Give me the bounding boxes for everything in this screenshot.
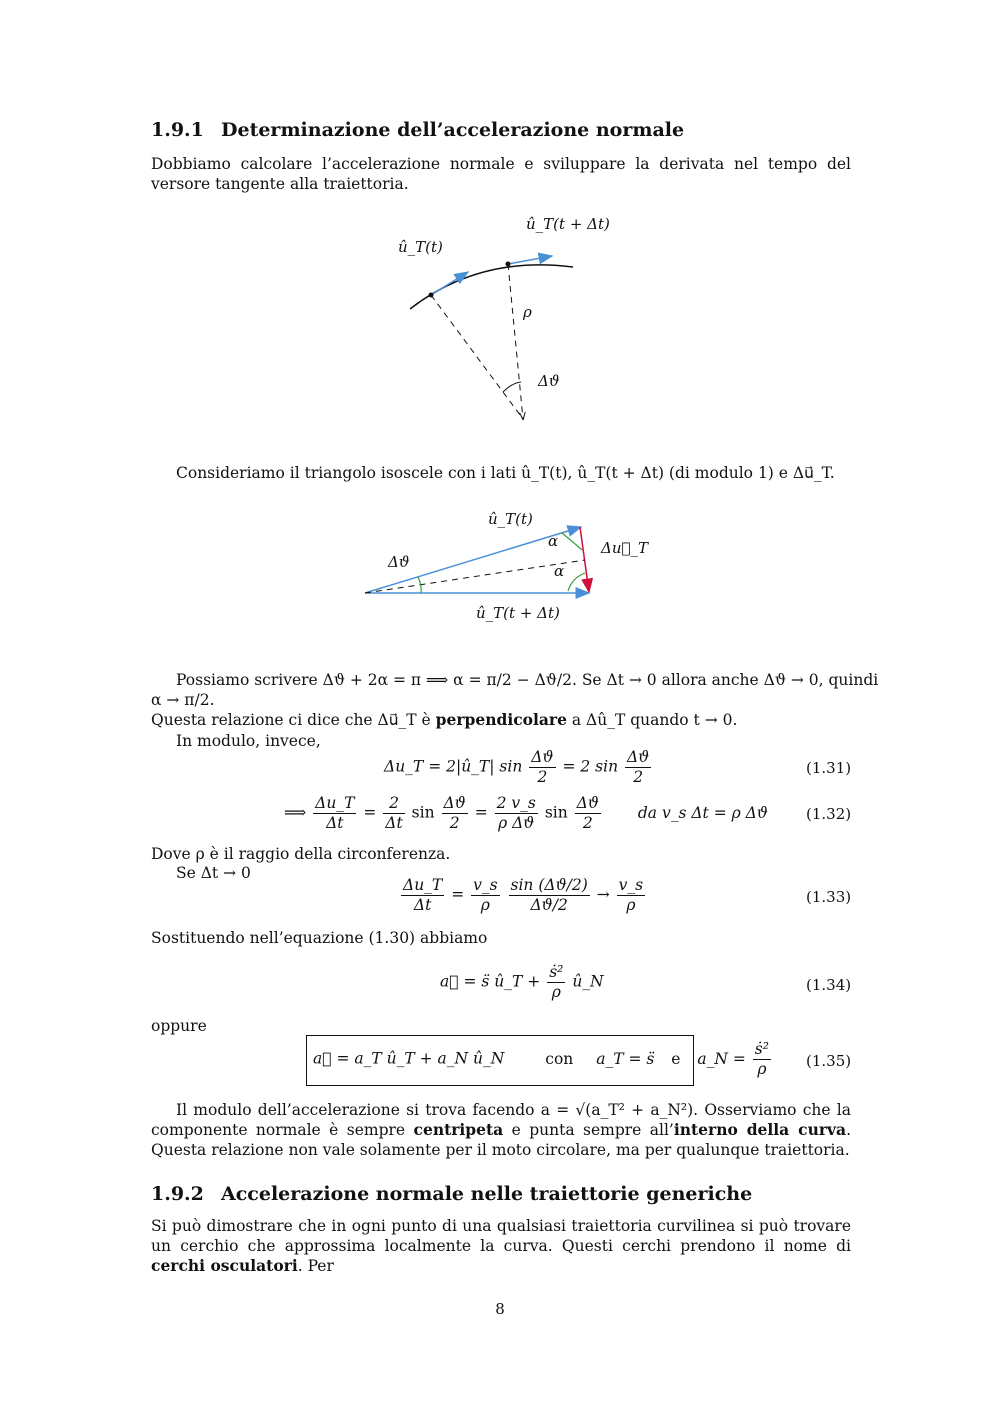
emphasis-perpendicolare: perpendicolare xyxy=(435,710,567,729)
paragraph-in-modulo: In modulo, invece, xyxy=(176,732,321,750)
fraction xyxy=(753,1040,771,1079)
trajectory-arc xyxy=(410,265,573,309)
angle-arc-alpha-bottom xyxy=(568,573,585,591)
denominator: Δt xyxy=(385,814,403,832)
label-ut-t-dt: û_T(t + Δt) xyxy=(526,215,610,233)
numerator: 2 xyxy=(383,794,404,814)
paragraph-oppure: oppure xyxy=(151,1017,207,1035)
numerator: Δϑ xyxy=(627,748,650,766)
denominator: 2 xyxy=(633,768,644,786)
section-title: Accelerazione normale nelle traiettorie generiche xyxy=(221,1183,753,1205)
label-delta-ut: Δu⃗_T xyxy=(601,539,648,557)
section-number: 1.9.1 xyxy=(151,119,204,141)
denominator: Δt xyxy=(413,896,432,914)
equation-1-32: ⟹ $\frac{\Delta u\_T}{\Delta t}$ = $\frac{2}{\Delta t}$ sin $\frac{\Delta ϑ}{2}$ = $\frac{2 v\_s}{\text{ρ Δϑ}}$ sin $\frac{\Delta ϑ}{2}$ da v_s Δt = ρ Δϑ xyxy=(284,794,768,832)
text: e punta sempre all’ xyxy=(503,1121,674,1139)
denominator: Δϑ/2 xyxy=(530,896,568,914)
eq-rhs: û_N xyxy=(572,972,604,991)
denominator: 2 xyxy=(582,814,593,832)
eq-aN: a_N = xyxy=(697,1049,746,1068)
text: Questa relazione ci dice che Δu⃗_T è xyxy=(151,711,436,729)
eq-lhs: Δu_T = 2|û_T| sin xyxy=(384,757,523,776)
label-alpha-bottom: α xyxy=(554,562,565,580)
radius-t-dt xyxy=(508,264,523,419)
label-delta-theta: Δϑ xyxy=(538,372,560,390)
denominator: ρ xyxy=(551,983,561,1001)
figure-osculating-arc xyxy=(390,205,630,435)
equation-number: (1.33) xyxy=(806,888,852,906)
fraction xyxy=(495,794,538,833)
paragraph-questa xyxy=(151,710,737,730)
paragraph-possiamo-cont: α → π/2. xyxy=(151,691,215,709)
eq-lhs: a⃗ = s̈ û_T + xyxy=(440,972,541,991)
numerator: v_s xyxy=(618,876,644,894)
text: Si può dimostrare che in ogni punto di una qualsiasi traiettoria curvilinea si può trovare un cerchio che approssima localmente la curva. Questi cerchi prendono il nome di xyxy=(151,1217,851,1255)
label-rho: ρ xyxy=(523,303,532,321)
label-ut-t: û_T(t) xyxy=(398,238,443,256)
text: . Per xyxy=(297,1257,334,1275)
paragraph-modulo xyxy=(151,1100,851,1160)
denominator: ρ xyxy=(757,1060,767,1078)
fraction xyxy=(547,963,565,1002)
fraction xyxy=(471,876,499,915)
fraction xyxy=(442,794,468,833)
numerator: Δϑ xyxy=(443,794,466,812)
fraction xyxy=(509,876,590,915)
tangent-vector-t-dt xyxy=(508,256,552,264)
numerator: v_s xyxy=(473,876,498,894)
sin: sin xyxy=(411,803,435,822)
equation-number: (1.34) xyxy=(806,976,852,994)
numerator: Δϑ xyxy=(531,748,554,766)
section-heading-1-9-1 xyxy=(151,119,684,141)
denominator: 2 xyxy=(449,814,460,832)
figure-isosceles-triangle xyxy=(355,505,655,630)
paragraph-possiamo: Possiamo scrivere Δϑ + 2α = π ⟹ α = π/2 − Δϑ/2. Se Δt → 0 allora anche Δϑ → 0, quindi xyxy=(176,671,879,689)
equation-1-31 xyxy=(384,748,653,787)
fraction xyxy=(617,876,645,915)
equation-1-34 xyxy=(440,963,604,1002)
implies-symbol: ⟹ xyxy=(284,803,307,822)
label-alpha-top: α xyxy=(548,532,559,550)
fraction xyxy=(383,794,404,833)
equation-number: (1.32) xyxy=(806,805,852,823)
boxed-equation-1-35 xyxy=(306,1035,769,1086)
text: . Questa relazione non vale solamente per il moto circolare, ma per qualunque traiettoria. xyxy=(151,1121,851,1159)
text: Il modulo dell’accelerazione si trova facendo a = √(a_T² + a_N²). Osserviamo che la componente normale è sempre xyxy=(151,1101,851,1139)
fraction xyxy=(401,876,444,915)
eq-lhs: a⃗ = a_T û_T + a_N û_N xyxy=(313,1049,505,1068)
angle-arc-alpha-top xyxy=(562,533,582,550)
denominator: ρ xyxy=(480,896,490,914)
tangent-vector-t xyxy=(431,272,468,295)
condition: da v_s Δt = ρ Δϑ xyxy=(637,803,768,822)
equation-1-33: $\frac{\Delta u\_T}{\Delta t}$ = $\frac{v\_s}{\rho}$ $\frac{\sin (\Delta ϑ/2)}{\Delta ϑ/2}$ → $\frac{v\_s}{\rho}$ xyxy=(403,876,644,914)
equation-number: (1.35) xyxy=(806,1052,852,1070)
label-ut-t: û_T(t) xyxy=(488,510,533,528)
section-heading-1-9-2 xyxy=(151,1183,752,1205)
numerator: Δϑ xyxy=(576,794,599,812)
fraction xyxy=(575,794,601,833)
numerator: ṡ² xyxy=(754,1040,769,1058)
fraction xyxy=(529,748,555,787)
equation-number: (1.31) xyxy=(806,759,852,777)
sin: sin xyxy=(544,803,568,822)
numerator: 2 v_s xyxy=(496,794,536,812)
page-number: 8 xyxy=(495,1300,505,1318)
fraction xyxy=(313,794,356,833)
emphasis-cerchi-osculatori: cerchi osculatori xyxy=(151,1256,298,1275)
label-delta-theta: Δϑ xyxy=(388,553,410,571)
word-con: con xyxy=(545,1049,574,1068)
intro-paragraph: Dobbiamo calcolare l’accelerazione normale e sviluppare la derivata nel tempo del versore tangente alla traiettoria. xyxy=(151,155,851,193)
numerator: sin (Δϑ/2) xyxy=(510,876,588,894)
text: a Δû_T quando t → 0. xyxy=(566,711,738,729)
radius-t xyxy=(431,295,523,419)
eq-aT: a_T = s̈ xyxy=(596,1049,655,1068)
section-title: Determinazione dell’accelerazione normale xyxy=(221,119,685,141)
vector-delta-ut xyxy=(580,527,589,592)
denominator: ρ Δϑ xyxy=(498,814,535,832)
angle-arc xyxy=(503,382,521,392)
paragraph-dove: Dove ρ è il raggio della circonferenza. xyxy=(151,845,451,863)
denominator: ρ xyxy=(626,896,636,914)
emphasis-centripeta: centripeta xyxy=(413,1120,504,1139)
emphasis-interno: interno della curva xyxy=(673,1120,847,1139)
eq-mid: = 2 sin xyxy=(562,757,619,776)
numerator: Δu_T xyxy=(315,794,355,812)
label-ut-t-dt: û_T(t + Δt) xyxy=(476,604,560,622)
denominator: 2 xyxy=(537,768,548,786)
equation-1-35 xyxy=(313,1040,773,1079)
paragraph-sostituendo: Sostituendo nell’equazione (1.30) abbiamo xyxy=(151,929,488,947)
fraction xyxy=(625,748,651,787)
numerator: Δu_T xyxy=(403,876,443,894)
section-number: 1.9.2 xyxy=(151,1183,204,1205)
triangle-sentence: Consideriamo il triangolo isoscele con i lati û_T(t), û_T(t + Δt) (di modulo 1) e Δu⃗_T. xyxy=(176,464,835,482)
denominator: Δt xyxy=(326,814,344,832)
numerator: ṡ² xyxy=(549,963,564,981)
paragraph-se: Se Δt → 0 xyxy=(176,864,251,882)
word-e: e xyxy=(671,1049,681,1068)
paragraph-last xyxy=(151,1216,851,1276)
